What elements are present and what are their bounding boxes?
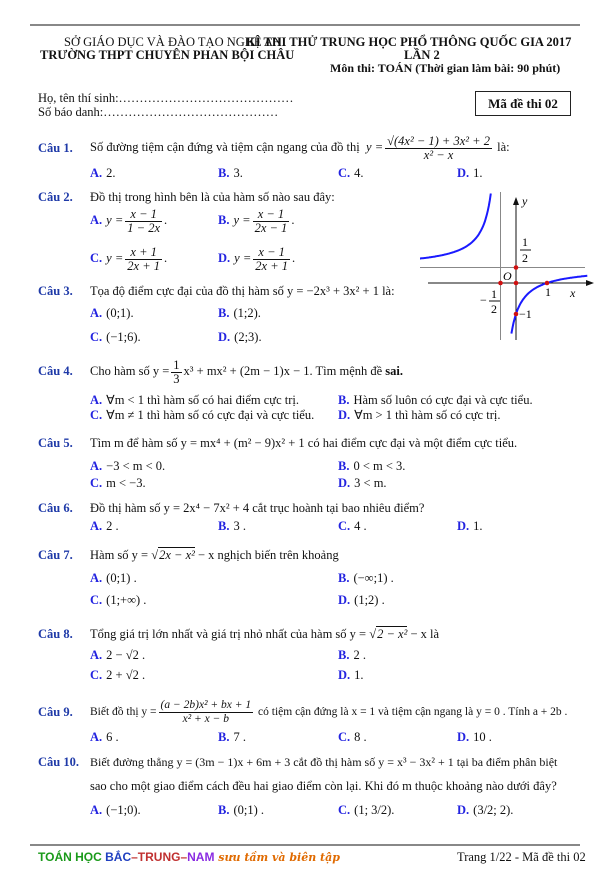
exam-round: LẦN 2: [404, 48, 440, 62]
q10-label: Câu 10.: [38, 755, 79, 769]
q4-option-c[interactable]: C. ∀m ≠ 1 thì hàm số có cực đại và cực tiểu.: [90, 408, 315, 422]
footer-brand: TOÁN HỌC BẮC–TRUNG–NAM sưu tầm và biên tập: [38, 850, 340, 864]
y-axis-label: y: [522, 194, 528, 208]
q7-option-b[interactable]: B. (−∞;1) .: [338, 571, 394, 585]
q4-label: Câu 4.: [38, 364, 73, 378]
q3-label: Câu 3.: [38, 284, 73, 298]
exam-title: KÌ THI THỬ TRUNG HỌC PHỔ THÔNG QUỐC GIA 2017: [246, 35, 572, 49]
q1-fraction: [385, 135, 492, 162]
hyperbola-graph: [420, 190, 600, 340]
q9-text: Biết đồ thị y = $\frac{\text{(a − 2b)x² + bx + 1}}{\text{x² + x − b}}$ có tiệm cận đứng là x = 1 và tiệm cận ngang là y = 0 . Tính a + 2b .: [90, 698, 568, 725]
q7-option-d[interactable]: D. (1;2) .: [338, 593, 385, 607]
q7-text: Hàm số y = √2x − x² − x nghịch biến trên khoảng: [90, 548, 339, 562]
q4-option-a[interactable]: A. ∀m < 1 thì hàm số có hai điểm cực trị.: [90, 393, 299, 407]
one-label: 1: [545, 285, 551, 299]
bottom-rule: [30, 844, 580, 846]
q4-text: Cho hàm số y = $\frac{1}{3}$ x³ + mx² + (2m − 1)x − 1. Tìm mệnh đề sai.: [90, 357, 404, 386]
q3-option-b[interactable]: B. (1;2).: [218, 306, 261, 320]
q5-option-c[interactable]: C. m < −3.: [90, 476, 146, 490]
q6-text: Đồ thị hàm số y = 2x⁴ − 7x² + 4 cắt trục hoành tại bao nhiêu điểm?: [90, 501, 425, 515]
q5-option-b[interactable]: B. 0 < m < 3.: [338, 459, 406, 473]
curve-left-branch: [420, 194, 491, 259]
q10-option-d[interactable]: D. (3/2; 2).: [457, 803, 514, 817]
q9-option-d[interactable]: D. 10 .: [457, 730, 492, 744]
school-name: TRƯỜNG THPT CHUYÊN PHAN BỘI CHÂU: [40, 48, 295, 62]
minus-one-label: −1: [519, 307, 532, 321]
q2-option-b[interactable]: B. y = $\frac{x - 1}{2x - 1}$ .: [218, 206, 295, 235]
q1-text: Số đường tiệm cận đứng và tiệm cận ngang của đồ thị y = $\frac{\text{√(4x² − 1) + 3x² + 2}}{\text{x² − x}}$ là:: [90, 133, 510, 162]
q10-option-a[interactable]: A. (−1;0).: [90, 803, 141, 817]
q9-label: Câu 9.: [38, 705, 73, 719]
q3-option-a[interactable]: A. (0;1).: [90, 306, 134, 320]
q5-label: Câu 5.: [38, 436, 73, 450]
q6-option-c[interactable]: C. 4 .: [338, 519, 367, 533]
q4-option-b[interactable]: B. Hàm số luôn có cực đại và cực tiểu.: [338, 393, 533, 407]
x-axis-arrow: [586, 280, 594, 286]
q5-option-d[interactable]: D. 3 < m.: [338, 476, 387, 490]
q9-option-b[interactable]: B. 7 .: [218, 730, 246, 744]
q8-option-c[interactable]: C. 2 + √2 .: [90, 668, 146, 682]
q7-option-a[interactable]: A. (0;1) .: [90, 571, 137, 585]
x-axis-label: x: [570, 286, 576, 300]
q3-option-d[interactable]: D. (2;3).: [218, 330, 262, 344]
q9-option-c[interactable]: C. 8 .: [338, 730, 367, 744]
student-name-field: Họ, tên thí sinh:……………………………………: [38, 91, 294, 105]
q6-option-a[interactable]: A. 2 .: [90, 519, 119, 533]
q6-option-b[interactable]: B. 3 .: [218, 519, 246, 533]
neg-half-num: 1: [491, 287, 497, 301]
q7-label: Câu 7.: [38, 548, 73, 562]
q6-label: Câu 6.: [38, 501, 73, 515]
q2-label: Câu 2.: [38, 190, 73, 204]
q8-option-a[interactable]: A. 2 − √2 .: [90, 648, 146, 662]
q8-option-d[interactable]: D. 1.: [338, 668, 364, 682]
q9-option-a[interactable]: A. 6 .: [90, 730, 119, 744]
neg-half-sign: −: [480, 293, 487, 307]
y-axis-arrow: [513, 197, 519, 205]
origin-label: O: [503, 269, 512, 283]
q3-text: Tọa độ điểm cực đại của đồ thị hàm số y = −2x³ + 3x² + 1 là:: [90, 284, 395, 298]
q3-option-c[interactable]: C. (−1;6).: [90, 330, 141, 344]
q1-denominator: x² − x: [423, 147, 454, 162]
q10-option-c-value: (1; 3/2).: [354, 803, 395, 817]
q1-option-a[interactable]: A. 2.: [90, 166, 116, 180]
q8-option-b[interactable]: B. 2 .: [338, 648, 366, 662]
q6-option-d[interactable]: D. 1.: [457, 519, 483, 533]
q5-option-a[interactable]: A. −3 < m < 0.: [90, 459, 166, 473]
exam-code-box: Mã đề thi 02: [475, 91, 571, 116]
q2-option-d[interactable]: D. y = $\frac{x - 1}{2x + 1}$ .: [218, 244, 296, 273]
half-label-num: 1: [522, 235, 528, 249]
q5-text: Tìm m để hàm số y = mx⁴ + (m² − 9)x² + 1 có hai điểm cực đại và một điểm cực tiểu.: [90, 436, 518, 450]
q8-label: Câu 8.: [38, 627, 73, 641]
student-id-field: Số báo danh:……………………………………: [38, 105, 279, 119]
q8-text: Tổng giá trị lớn nhất và giá trị nhỏ nhất của hàm số y = √2 − x² − x là: [90, 627, 440, 641]
q2-option-a[interactable]: A. y = $\frac{x - 1}{1 - 2x}$ .: [90, 206, 168, 235]
q2-option-c[interactable]: C. y = $\frac{x + 1}{2x + 1}$ .: [90, 244, 168, 273]
q1-option-b[interactable]: B. 3.: [218, 166, 243, 180]
q2-text: Đồ thị trong hình bên là của hàm số nào sau đây:: [90, 190, 335, 204]
exam-subject: Môn thi: TOÁN (Thời gian làm bài: 90 phút): [330, 61, 561, 75]
q4-option-d[interactable]: D. ∀m > 1 thì hàm số có cực trị.: [338, 408, 501, 422]
dept-name: SỞ GIÁO DỤC VÀ ĐÀO TẠO NGHỆ AN: [64, 35, 282, 49]
q10-option-d-value: (3/2; 2).: [473, 803, 514, 817]
q7-option-c[interactable]: C. (1;+∞) .: [90, 593, 147, 607]
q10-option-c[interactable]: C. (1; 3/2).: [338, 803, 395, 817]
q10-option-b[interactable]: B. (0;1) .: [218, 803, 265, 817]
top-rule: [30, 24, 580, 26]
q10-text-line2: sao cho một giao điểm cách đều hai giao điểm còn lại. Khi đó m thuộc khoảng nào dưới đây?: [90, 779, 557, 793]
q1-label: Câu 1.: [38, 141, 73, 155]
q1-numerator: √(4x² − 1) + 3x² + 2: [387, 133, 490, 148]
half-label-den: 2: [522, 251, 528, 265]
q10-text-line1: Biết đường thẳng y = (3m − 1)x + 6m + 3 cắt đồ thị hàm số y = x³ − 3x² + 1 tại ba điểm phân biệt: [90, 755, 558, 769]
neg-half-den: 2: [491, 302, 497, 316]
q1-option-c[interactable]: C. 4.: [338, 166, 364, 180]
page-number: Trang 1/22 - Mã đề thi 02: [457, 850, 586, 864]
q1-option-d[interactable]: D. 1.: [457, 166, 483, 180]
